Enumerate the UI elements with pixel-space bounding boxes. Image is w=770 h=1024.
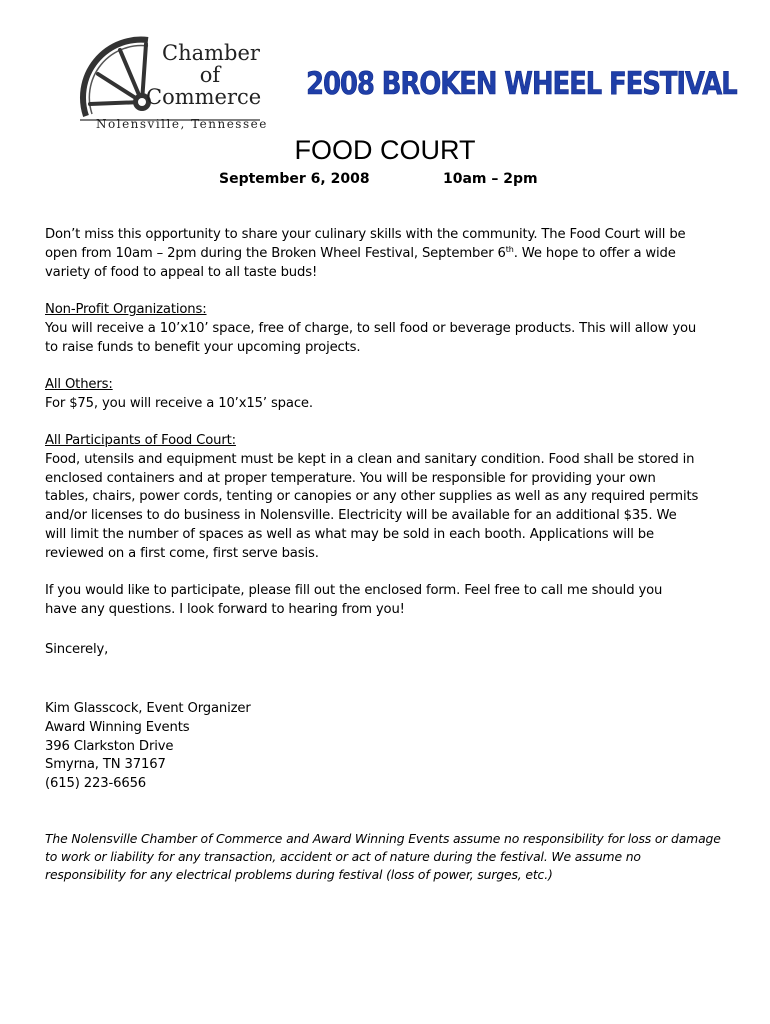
nonprofit-line-2: to raise funds to benefit your upcoming projects. [45, 339, 361, 355]
intro-line-2-end: . We hope to offer a wide [513, 245, 676, 261]
logo-location: Nolensville, Tennessee [96, 117, 268, 131]
logo-text-of: of [199, 63, 221, 87]
signature-street: 396 Clarkston Drive [45, 738, 174, 754]
others-line-1: For $75, you will receive a 10’x15’ space. [45, 395, 313, 411]
disclaimer [45, 830, 735, 884]
ordinal-suffix: th [505, 244, 514, 254]
nonprofit-heading: Non-Profit Organizations: [45, 302, 207, 317]
signature-city: Smyrna, TN 37167 [45, 757, 166, 773]
logo-text-chamber: Chamber [162, 41, 260, 65]
participants-line-6: reviewed on a first come, first serve basis. [45, 545, 319, 561]
intro-paragraph [45, 226, 735, 282]
participants-line-4: and/or licenses to do business in Nolensville. Electricity will be available for an additional $35. We [45, 508, 677, 524]
participants-line-3: tables, chairs, power cords, tenting or canopies or any other supplies as well as any required permits [45, 489, 699, 505]
logo-text-commerce: Commerce [146, 85, 262, 109]
closing-line-1: If you would like to participate, please fill out the enclosed form. Feel free to call me should you [45, 583, 663, 598]
intro-line-2 [45, 245, 735, 264]
chamber-logo [78, 34, 268, 134]
intro-line-1: Don’t miss this opportunity to share your culinary skills with the community. The Food Court will be [45, 227, 686, 242]
disclaimer-line-1: The Nolensville Chamber of Commerce and Award Winning Events assume no responsibility for loss or damage [45, 831, 721, 846]
participants-line-2: enclosed containers and at proper temperature. You will be responsible for providing your own [45, 470, 656, 486]
intro-line-2-start: open from 10am – 2pm during the Broken Wheel Festival, September 6 [45, 245, 506, 261]
intro-line-3: variety of food to appeal to all taste buds! [45, 264, 318, 280]
event-date: September 6, 2008 [219, 171, 370, 187]
sign-off [45, 641, 735, 660]
others-section [45, 376, 735, 414]
sincerely-text: Sincerely, [45, 642, 109, 657]
nonprofit-section [45, 301, 735, 357]
signature-phone: (615) 223-6656 [45, 776, 147, 792]
signature-name: Kim Glasscock, Event Organizer [45, 701, 251, 716]
disclaimer-line-3: responsibility for any electrical problems during festival (loss of power, surges, etc.) [45, 867, 553, 882]
festival-title: 2008 BROKEN WHEEL FESTIVAL [306, 66, 737, 102]
closing-line-2: have any questions. I look forward to hearing from you! [45, 601, 405, 617]
signature-company: Award Winning Events [45, 719, 190, 735]
participants-line-5: will limit the number of spaces as well as what may be sold in each booth. Applications will be [45, 526, 654, 542]
signature-block [45, 700, 735, 794]
event-time: 10am – 2pm [443, 171, 538, 187]
page-title: FOOD COURT [294, 135, 476, 165]
participants-line-1: Food, utensils and equipment must be kept in a clean and sanitary condition. Food shall be stored in [45, 451, 695, 467]
participants-heading: All Participants of Food Court: [45, 433, 236, 448]
disclaimer-line-2: to work or liability for any transaction, accident or act of nature during the festival. We assume no [45, 849, 641, 864]
participants-section [45, 432, 735, 564]
others-heading: All Others: [45, 377, 113, 392]
closing-paragraph [45, 582, 735, 620]
nonprofit-line-1: You will receive a 10’x10’ space, free of charge, to sell food or beverage products. This will allow you [45, 320, 697, 336]
